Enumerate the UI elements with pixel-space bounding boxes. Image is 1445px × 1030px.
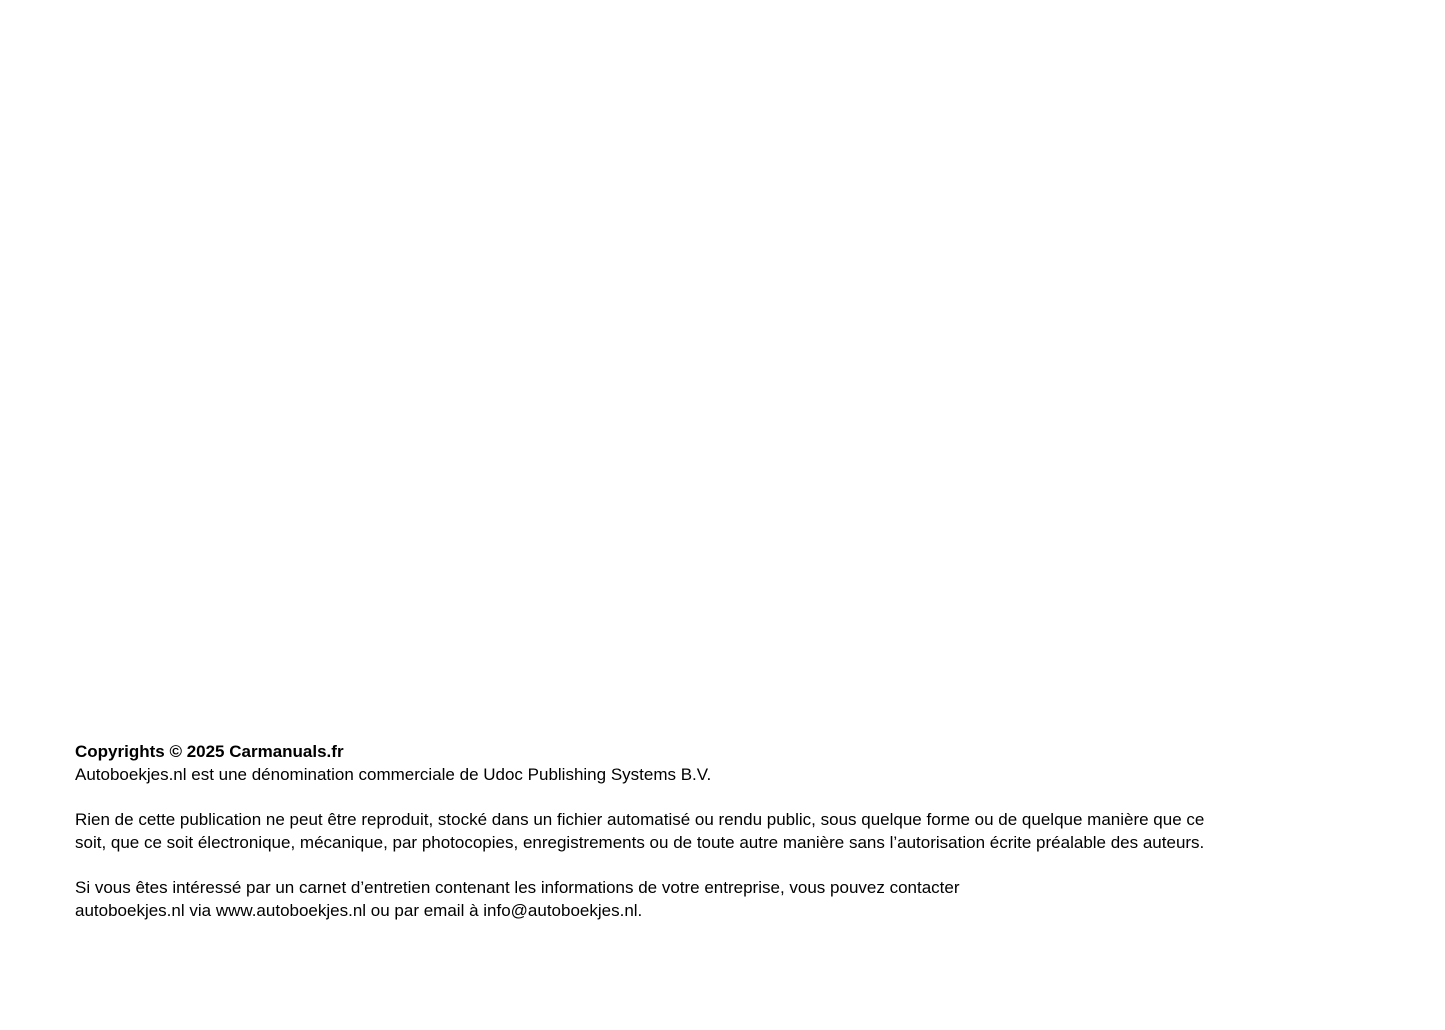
rights-paragraph-line-1: Rien de cette publication ne peut être reproduit, stocké dans un fichier automatisé ou rendu public, sous quelque forme ou de quelque manière que ce <box>75 810 1205 829</box>
contact-paragraph-line-2: autoboekjes.nl via www.autoboekjes.nl ou par email à info@autoboekjes.nl. <box>75 901 643 920</box>
copyright-notice <box>75 740 1375 922</box>
contact-paragraph <box>75 876 1375 922</box>
contact-paragraph-line-1: Si vous êtes intéressé par un carnet d’entretien contenant les informations de votre entreprise, vous pouvez contacter <box>75 878 960 897</box>
copyright-title: Copyrights © 2025 Carmanuals.fr <box>75 742 344 761</box>
company-denomination-line: Autoboekjes.nl est une dénomination commerciale de Udoc Publishing Systems B.V. <box>75 765 712 784</box>
rights-paragraph <box>75 808 1375 854</box>
rights-paragraph-line-2: soit, que ce soit électronique, mécanique, par photocopies, enregistrements ou de toute autre manière sans l’autorisation écrite préalable des auteurs. <box>75 833 1205 852</box>
